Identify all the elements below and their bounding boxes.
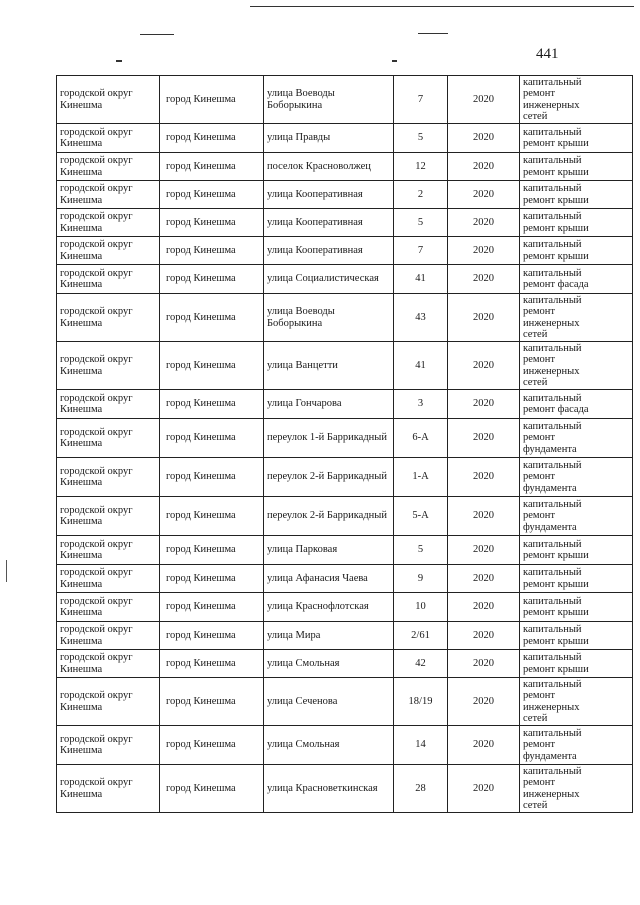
cell-house-number (394, 536, 448, 565)
cell-year-text: 2020 (473, 93, 494, 105)
cell-street-text: улица Социалистическая (267, 273, 379, 285)
cell-street (264, 153, 394, 181)
cell-city (160, 209, 264, 237)
cell-work-type-text: капитальный ремонт фундамента (523, 727, 582, 762)
cell-city (160, 765, 264, 813)
cell-year-text: 2020 (473, 160, 494, 172)
table-row (57, 76, 633, 124)
cell-street (264, 419, 394, 458)
cell-house-number (394, 726, 448, 765)
cell-city-text: город Кинешма (166, 244, 236, 256)
cell-year-text: 2020 (473, 132, 494, 144)
cell-street (264, 536, 394, 565)
cell-work-type-text: капитальный ремонт крыши (523, 567, 589, 590)
cell-house-number-text: 1-А (412, 471, 429, 483)
cell-year (448, 209, 520, 237)
cell-street-text: переулок 1-й Баррикадный (267, 432, 387, 444)
cell-work-type-text: капитальный ремонт крыши (523, 155, 589, 178)
cell-city (160, 265, 264, 294)
cell-street (264, 678, 394, 726)
cell-district-text: городской округ Кинешма (60, 183, 133, 206)
cell-street-text: улица Парковая (267, 544, 338, 556)
cell-city (160, 726, 264, 765)
cell-district-text: городской округ Кинешма (60, 690, 133, 713)
cell-work-type (520, 209, 633, 237)
scan-artifact-mark (392, 60, 397, 62)
cell-house-number (394, 209, 448, 237)
cell-year-text: 2020 (473, 273, 494, 285)
cell-year-text: 2020 (473, 471, 494, 483)
cell-work-type-text: капитальный ремонт фасада (523, 392, 589, 415)
cell-district (57, 181, 160, 209)
cell-house-number (394, 342, 448, 390)
cell-city-text: город Кинешма (166, 739, 236, 751)
cell-district (57, 342, 160, 390)
cell-house-number (394, 76, 448, 124)
cell-work-type-text: капитальный ремонт крыши (523, 652, 589, 675)
cell-street-text: переулок 2-й Баррикадный (267, 510, 387, 522)
cell-city (160, 76, 264, 124)
cell-district (57, 419, 160, 458)
cell-city-text: город Кинешма (166, 93, 236, 105)
cell-street (264, 390, 394, 419)
cell-house-number (394, 124, 448, 153)
cell-street (264, 342, 394, 390)
cell-street (264, 565, 394, 593)
cell-street-text: улица Сеченова (267, 695, 338, 707)
cell-year (448, 419, 520, 458)
cell-work-type-text: капитальный ремонт инженерных сетей (523, 678, 582, 724)
cell-house-number-text: 18/19 (408, 695, 433, 707)
table-row (57, 265, 633, 294)
cell-street (264, 181, 394, 209)
cell-street-text: улица Смольная (267, 739, 340, 751)
cell-house-number-text: 6-А (412, 432, 429, 444)
cell-city-text: город Кинешма (166, 398, 236, 410)
cell-street (264, 237, 394, 265)
cell-district-text: городской округ Кинешма (60, 538, 133, 561)
cell-city-text: город Кинешма (166, 629, 236, 641)
cell-year (448, 76, 520, 124)
cell-house-number (394, 678, 448, 726)
cell-house-number-text: 2 (417, 188, 424, 200)
cell-work-type-text: капитальный ремонт крыши (523, 126, 589, 149)
cell-work-type (520, 124, 633, 153)
table-row (57, 622, 633, 650)
cell-year-text: 2020 (473, 544, 494, 556)
cell-work-type (520, 536, 633, 565)
table-row (57, 209, 633, 237)
cell-district-text: городской округ Кинешма (60, 426, 133, 449)
cell-work-type-text: капитальный ремонт фасада (523, 267, 589, 290)
cell-district (57, 209, 160, 237)
cell-work-type-text: капитальный ремонт крыши (523, 211, 589, 234)
cell-year (448, 497, 520, 536)
cell-city (160, 458, 264, 497)
cell-year-text: 2020 (473, 782, 494, 794)
cell-house-number-text: 3 (417, 398, 424, 410)
cell-year (448, 726, 520, 765)
cell-street-text: улица Смольная (267, 657, 340, 669)
cell-street (264, 294, 394, 342)
cell-house-number (394, 390, 448, 419)
cell-street (264, 124, 394, 153)
cell-house-number-text: 43 (415, 311, 426, 323)
cell-city (160, 124, 264, 153)
cell-district (57, 153, 160, 181)
cell-house-number-text: 5 (417, 132, 424, 144)
table-row (57, 650, 633, 678)
cell-year (448, 237, 520, 265)
cell-district-text: городской округ Кинешма (60, 465, 133, 488)
cell-house-number-text: 14 (415, 739, 426, 751)
table-row (57, 342, 633, 390)
table-row (57, 153, 633, 181)
cell-work-type (520, 419, 633, 458)
cell-year-text: 2020 (473, 629, 494, 641)
table-row (57, 678, 633, 726)
cell-city (160, 650, 264, 678)
table-row (57, 294, 633, 342)
cell-work-type-text: капитальный ремонт инженерных сетей (523, 294, 582, 340)
cell-house-number (394, 294, 448, 342)
cell-year-text: 2020 (473, 695, 494, 707)
cell-city (160, 419, 264, 458)
cell-year-text: 2020 (473, 216, 494, 228)
cell-work-type-text: капитальный ремонт крыши (523, 239, 589, 262)
cell-house-number-text: 28 (415, 782, 426, 794)
cell-street-text: улица Афанасия Чаева (267, 572, 368, 584)
cell-year-text: 2020 (473, 432, 494, 444)
cell-work-type (520, 497, 633, 536)
cell-district (57, 765, 160, 813)
cell-street-text: улица Кооперативная (267, 244, 363, 256)
cell-district (57, 593, 160, 622)
cell-district (57, 497, 160, 536)
cell-district-text: городской округ Кинешма (60, 211, 133, 234)
cell-year-text: 2020 (473, 311, 494, 323)
cell-city (160, 497, 264, 536)
scan-artifact-mark (116, 60, 122, 62)
cell-year (448, 765, 520, 813)
cell-district (57, 124, 160, 153)
cell-work-type-text: капитальный ремонт крыши (523, 624, 589, 647)
capital-repair-table (56, 75, 633, 813)
cell-street (264, 765, 394, 813)
cell-district-text: городской округ Кинешма (60, 239, 133, 262)
scan-artifact-dash (418, 33, 448, 34)
cell-city-text: город Кинешма (166, 601, 236, 613)
cell-district-text: городской округ Кинешма (60, 88, 133, 111)
cell-district (57, 536, 160, 565)
cell-house-number-text: 2/61 (411, 629, 430, 641)
cell-city-text: город Кинешма (166, 544, 236, 556)
cell-city (160, 622, 264, 650)
cell-work-type (520, 390, 633, 419)
cell-house-number (394, 181, 448, 209)
cell-city (160, 237, 264, 265)
cell-work-type (520, 622, 633, 650)
table-row (57, 765, 633, 813)
cell-street-text: улица Воеводы Боборыкина (267, 88, 335, 111)
cell-city-text: город Кинешма (166, 188, 236, 200)
cell-year (448, 342, 520, 390)
cell-city-text: город Кинешма (166, 311, 236, 323)
table-row (57, 419, 633, 458)
cell-city-text: город Кинешма (166, 782, 236, 794)
cell-district-text: городской округ Кинешма (60, 392, 133, 415)
cell-district (57, 76, 160, 124)
cell-city (160, 536, 264, 565)
cell-street (264, 726, 394, 765)
cell-district-text: городской округ Кинешма (60, 624, 133, 647)
table-row (57, 458, 633, 497)
cell-work-type (520, 153, 633, 181)
cell-year-text: 2020 (473, 657, 494, 669)
cell-street (264, 209, 394, 237)
cell-work-type-text: капитальный ремонт фундамента (523, 498, 582, 533)
cell-street (264, 650, 394, 678)
scan-artifact-margin-left (6, 560, 7, 582)
cell-house-number (394, 650, 448, 678)
cell-year (448, 390, 520, 419)
cell-work-type (520, 76, 633, 124)
cell-year (448, 678, 520, 726)
cell-year (448, 650, 520, 678)
cell-district-text: городской округ Кинешма (60, 777, 133, 800)
cell-city-text: город Кинешма (166, 471, 236, 483)
cell-district (57, 294, 160, 342)
table-row (57, 124, 633, 153)
scan-artifact-dash (140, 34, 174, 35)
cell-city (160, 565, 264, 593)
cell-year (448, 565, 520, 593)
cell-district-text: городской округ Кинешма (60, 595, 133, 618)
cell-street (264, 458, 394, 497)
cell-city-text: город Кинешма (166, 132, 236, 144)
cell-district (57, 565, 160, 593)
cell-street (264, 76, 394, 124)
cell-house-number (394, 458, 448, 497)
cell-street-text: переулок 2-й Баррикадный (267, 471, 387, 483)
cell-year (448, 536, 520, 565)
cell-year (448, 153, 520, 181)
cell-city (160, 390, 264, 419)
cell-city (160, 593, 264, 622)
cell-year (448, 181, 520, 209)
page-number: 441 (536, 46, 559, 62)
cell-house-number-text: 41 (415, 273, 426, 285)
cell-year-text: 2020 (473, 572, 494, 584)
cell-work-type-text: капитальный ремонт крыши (523, 183, 589, 206)
cell-street-text: улица Кооперативная (267, 216, 363, 228)
cell-city (160, 678, 264, 726)
cell-city (160, 153, 264, 181)
cell-house-number (394, 497, 448, 536)
cell-street (264, 593, 394, 622)
cell-street-text: улица Ванцетти (267, 359, 338, 371)
cell-year (448, 294, 520, 342)
cell-city-text: город Кинешма (166, 359, 236, 371)
cell-district (57, 458, 160, 497)
cell-house-number-text: 42 (415, 657, 426, 669)
cell-house-number-text: 5 (417, 544, 424, 556)
cell-district (57, 237, 160, 265)
cell-city-text: город Кинешма (166, 216, 236, 228)
table-row (57, 497, 633, 536)
scan-artifact-top (250, 6, 634, 7)
cell-street-text: улица Красноветкинская (267, 782, 378, 794)
cell-district-text: городской округ Кинешма (60, 126, 133, 149)
cell-street-text: улица Кооперативная (267, 188, 363, 200)
cell-house-number-text: 7 (417, 244, 424, 256)
table-row (57, 237, 633, 265)
cell-year-text: 2020 (473, 398, 494, 410)
cell-house-number (394, 419, 448, 458)
cell-district (57, 678, 160, 726)
cell-street (264, 622, 394, 650)
cell-house-number (394, 765, 448, 813)
cell-work-type-text: капитальный ремонт крыши (523, 595, 589, 618)
cell-work-type (520, 342, 633, 390)
cell-house-number (394, 153, 448, 181)
cell-house-number-text: 9 (417, 572, 424, 584)
cell-house-number-text: 5-А (412, 510, 429, 522)
cell-district-text: городской округ Кинешма (60, 354, 133, 377)
cell-district (57, 265, 160, 294)
cell-street-text: улица Воеводы Боборыкина (267, 306, 335, 329)
cell-district-text: городской округ Кинешма (60, 306, 133, 329)
cell-year (448, 593, 520, 622)
cell-city-text: город Кинешма (166, 160, 236, 172)
cell-district (57, 726, 160, 765)
cell-house-number (394, 237, 448, 265)
table-body (57, 76, 633, 813)
cell-street-text: улица Мира (267, 629, 321, 641)
cell-street-text: улица Правды (267, 132, 331, 144)
cell-year (448, 622, 520, 650)
cell-work-type-text: капитальный ремонт фундамента (523, 459, 582, 494)
table-row (57, 726, 633, 765)
cell-house-number (394, 593, 448, 622)
table-row (57, 593, 633, 622)
cell-year-text: 2020 (473, 739, 494, 751)
cell-city (160, 294, 264, 342)
cell-district-text: городской округ Кинешма (60, 155, 133, 178)
cell-street (264, 265, 394, 294)
cell-house-number (394, 565, 448, 593)
cell-city-text: город Кинешма (166, 695, 236, 707)
table-row (57, 536, 633, 565)
cell-year-text: 2020 (473, 244, 494, 256)
cell-house-number-text: 5 (417, 216, 424, 228)
cell-year-text: 2020 (473, 601, 494, 613)
cell-work-type-text: капитальный ремонт крыши (523, 538, 589, 561)
cell-district (57, 622, 160, 650)
cell-year-text: 2020 (473, 359, 494, 371)
cell-year (448, 458, 520, 497)
table-row (57, 565, 633, 593)
cell-work-type (520, 765, 633, 813)
cell-house-number-text: 7 (417, 93, 424, 105)
cell-work-type (520, 265, 633, 294)
cell-work-type (520, 237, 633, 265)
cell-district-text: городской округ Кинешма (60, 733, 133, 756)
cell-street-text: поселок Красноволжец (267, 160, 371, 172)
cell-house-number (394, 622, 448, 650)
cell-year (448, 265, 520, 294)
cell-work-type-text: капитальный ремонт фундамента (523, 420, 582, 455)
cell-city-text: город Кинешма (166, 510, 236, 522)
cell-work-type (520, 565, 633, 593)
cell-city-text: город Кинешма (166, 657, 236, 669)
cell-year-text: 2020 (473, 510, 494, 522)
cell-work-type (520, 650, 633, 678)
cell-work-type (520, 181, 633, 209)
cell-city (160, 342, 264, 390)
cell-street (264, 497, 394, 536)
cell-work-type (520, 294, 633, 342)
table-row (57, 181, 633, 209)
cell-district-text: городской округ Кинешма (60, 652, 133, 675)
cell-city-text: город Кинешма (166, 572, 236, 584)
cell-street-text: улица Краснофлотская (267, 601, 369, 613)
cell-district (57, 390, 160, 419)
table-row (57, 390, 633, 419)
cell-work-type (520, 678, 633, 726)
cell-year (448, 124, 520, 153)
cell-work-type-text: капитальный ремонт инженерных сетей (523, 342, 582, 388)
cell-house-number (394, 265, 448, 294)
cell-work-type (520, 458, 633, 497)
cell-work-type-text: капитальный ремонт инженерных сетей (523, 765, 582, 811)
cell-district-text: городской округ Кинешма (60, 267, 133, 290)
cell-house-number-text: 10 (415, 601, 426, 613)
cell-city-text: город Кинешма (166, 273, 236, 285)
cell-house-number-text: 41 (415, 359, 426, 371)
cell-district-text: городской округ Кинешма (60, 567, 133, 590)
cell-street-text: улица Гончарова (267, 398, 342, 410)
cell-year-text: 2020 (473, 188, 494, 200)
cell-work-type (520, 593, 633, 622)
cell-city (160, 181, 264, 209)
cell-work-type-text: капитальный ремонт инженерных сетей (523, 76, 582, 122)
cell-district (57, 650, 160, 678)
cell-work-type (520, 726, 633, 765)
cell-city-text: город Кинешма (166, 432, 236, 444)
cell-district-text: городской округ Кинешма (60, 504, 133, 527)
cell-house-number-text: 12 (415, 160, 426, 172)
